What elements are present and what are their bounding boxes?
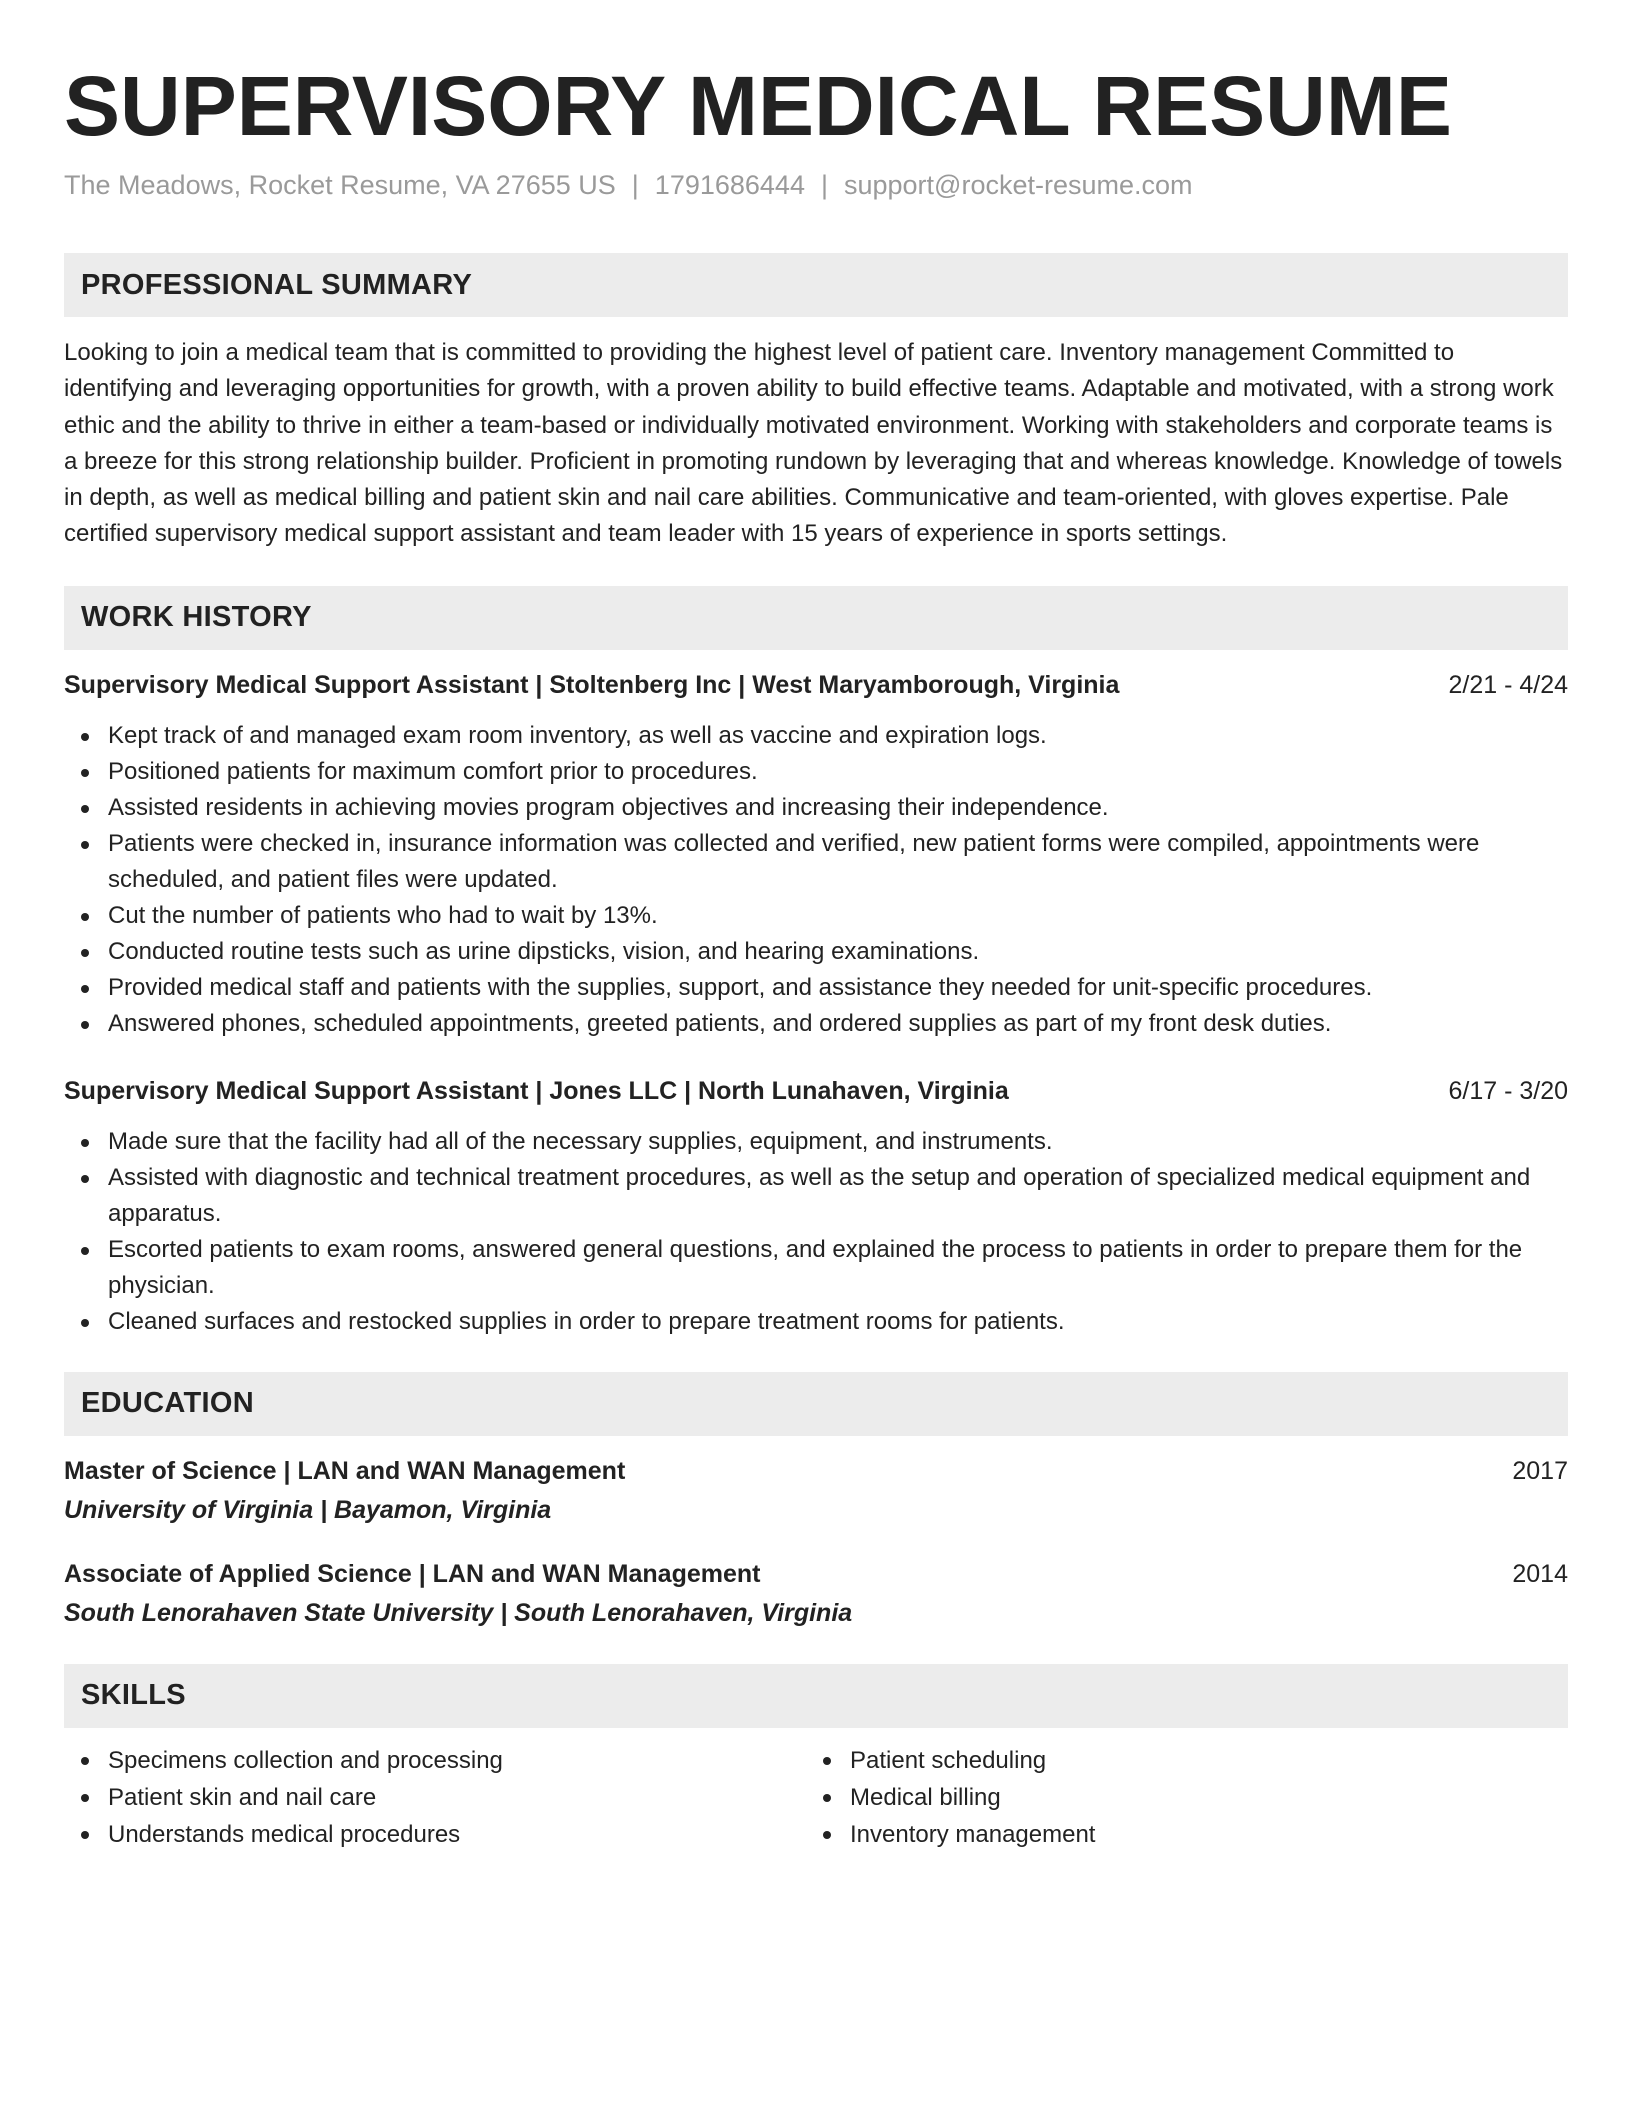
- job-bullet: Escorted patients to exam rooms, answered general questions, and explained the process to patients in order to prepare them for the physician.: [64, 1232, 1568, 1304]
- job-header: [64, 1074, 1568, 1108]
- job-entry: [64, 1074, 1568, 1340]
- section-header-work-history: WORK HISTORY: [64, 586, 1568, 650]
- skill-item: Patient skin and nail care: [64, 1779, 806, 1816]
- education-entry: [64, 1454, 1568, 1527]
- job-bullet: Kept track of and managed exam room inventory, as well as vaccine and expiration logs.: [64, 718, 1568, 754]
- job-title: Supervisory Medical Support Assistant | Jones LLC | North Lunahaven, Virginia: [64, 1076, 1009, 1105]
- education-degree: Master of Science | LAN and WAN Management: [64, 1456, 626, 1485]
- job-bullet: Provided medical staff and patients with the supplies, support, and assistance they needed for unit-specific procedures.: [64, 970, 1568, 1006]
- section-header-skills: SKILLS: [64, 1664, 1568, 1728]
- contact-separator: |: [820, 170, 828, 200]
- education-header: [64, 1557, 1568, 1591]
- skills-column-right: [806, 1742, 1548, 1853]
- job-bullets: [64, 718, 1568, 1042]
- education-school: University of Virginia | Bayamon, Virginia: [64, 1495, 552, 1524]
- summary-text: Looking to join a medical team that is committed to providing the highest level of patient care. Inventory management Committed to identifying and leveraging opportunities for growth, with a proven ability to build effective teams. Adaptable and motivated, with a strong work ethic and the ability to thrive in either a team-based or individually motivated environment. Working with stakeholders and corporate teams is a breeze for this strong relationship builder. Proficient in promoting rundown by leveraging that and whereas knowledge. Knowledge of towels in depth, as well as medical billing and patient skin and nail care abilities. Communicative and team-oriented, with gloves expertise. Pale certified supervisory medical support assistant and team leader with 15 years of experience in sports settings.: [64, 339, 1563, 548]
- resume-name: SUPERVISORY MEDICAL RESUME: [64, 59, 1452, 153]
- section-header-education: EDUCATION: [64, 1372, 1568, 1436]
- contact-email: support@rocket-resume.com: [843, 170, 1193, 200]
- job-bullet: Cut the number of patients who had to wait by 13%.: [64, 898, 1568, 934]
- job-bullet: Cleaned surfaces and restocked supplies in order to prepare treatment rooms for patients.: [64, 1304, 1568, 1340]
- job-bullet: Assisted residents in achieving movies program objectives and increasing their independence.: [64, 790, 1568, 826]
- skill-item: Specimens collection and processing: [64, 1742, 806, 1779]
- skills-column-left: [64, 1742, 806, 1853]
- skill-item: Understands medical procedures: [64, 1816, 806, 1853]
- skill-item: Medical billing: [806, 1779, 1548, 1816]
- job-dates: 6/17 - 3/20: [1448, 1076, 1568, 1105]
- job-bullet: Made sure that the facility had all of the necessary supplies, equipment, and instruments.: [64, 1124, 1568, 1160]
- job-title: Supervisory Medical Support Assistant | Stoltenberg Inc | West Maryamborough, Virginia: [64, 670, 1120, 699]
- job-bullet: Conducted routine tests such as urine dipsticks, vision, and hearing examinations.: [64, 934, 1568, 970]
- contact-line: [64, 168, 1568, 202]
- skill-item: Inventory management: [806, 1816, 1548, 1853]
- job-header: [64, 668, 1568, 702]
- job-dates: 2/21 - 4/24: [1448, 670, 1568, 699]
- skills-list: [64, 1742, 1568, 1853]
- job-bullet: Answered phones, scheduled appointments, greeted patients, and ordered supplies as part of my front desk duties.: [64, 1006, 1568, 1042]
- section-header-summary: PROFESSIONAL SUMMARY: [64, 253, 1568, 317]
- contact-separator: |: [631, 170, 639, 200]
- contact-address: The Meadows, Rocket Resume, VA 27655 US: [64, 170, 616, 200]
- education-school: South Lenorahaven State University | South Lenorahaven, Virginia: [64, 1598, 853, 1627]
- education-year: 2017: [1512, 1456, 1568, 1485]
- contact-phone: 1791686444: [654, 170, 805, 200]
- education-year: 2014: [1512, 1559, 1568, 1588]
- job-bullet: Assisted with diagnostic and technical treatment procedures, as well as the setup and operation of specialized medical equipment and apparatus.: [64, 1160, 1568, 1232]
- education-header: [64, 1454, 1568, 1488]
- job-bullet: Patients were checked in, insurance information was collected and verified, new patient forms were compiled, appointments were scheduled, and patient files were updated.: [64, 826, 1568, 898]
- education-degree: Associate of Applied Science | LAN and WAN Management: [64, 1559, 761, 1588]
- job-bullet: Positioned patients for maximum comfort prior to procedures.: [64, 754, 1568, 790]
- job-entry: [64, 668, 1568, 1042]
- education-entry: [64, 1557, 1568, 1630]
- skill-item: Patient scheduling: [806, 1742, 1548, 1779]
- job-bullets: [64, 1124, 1568, 1340]
